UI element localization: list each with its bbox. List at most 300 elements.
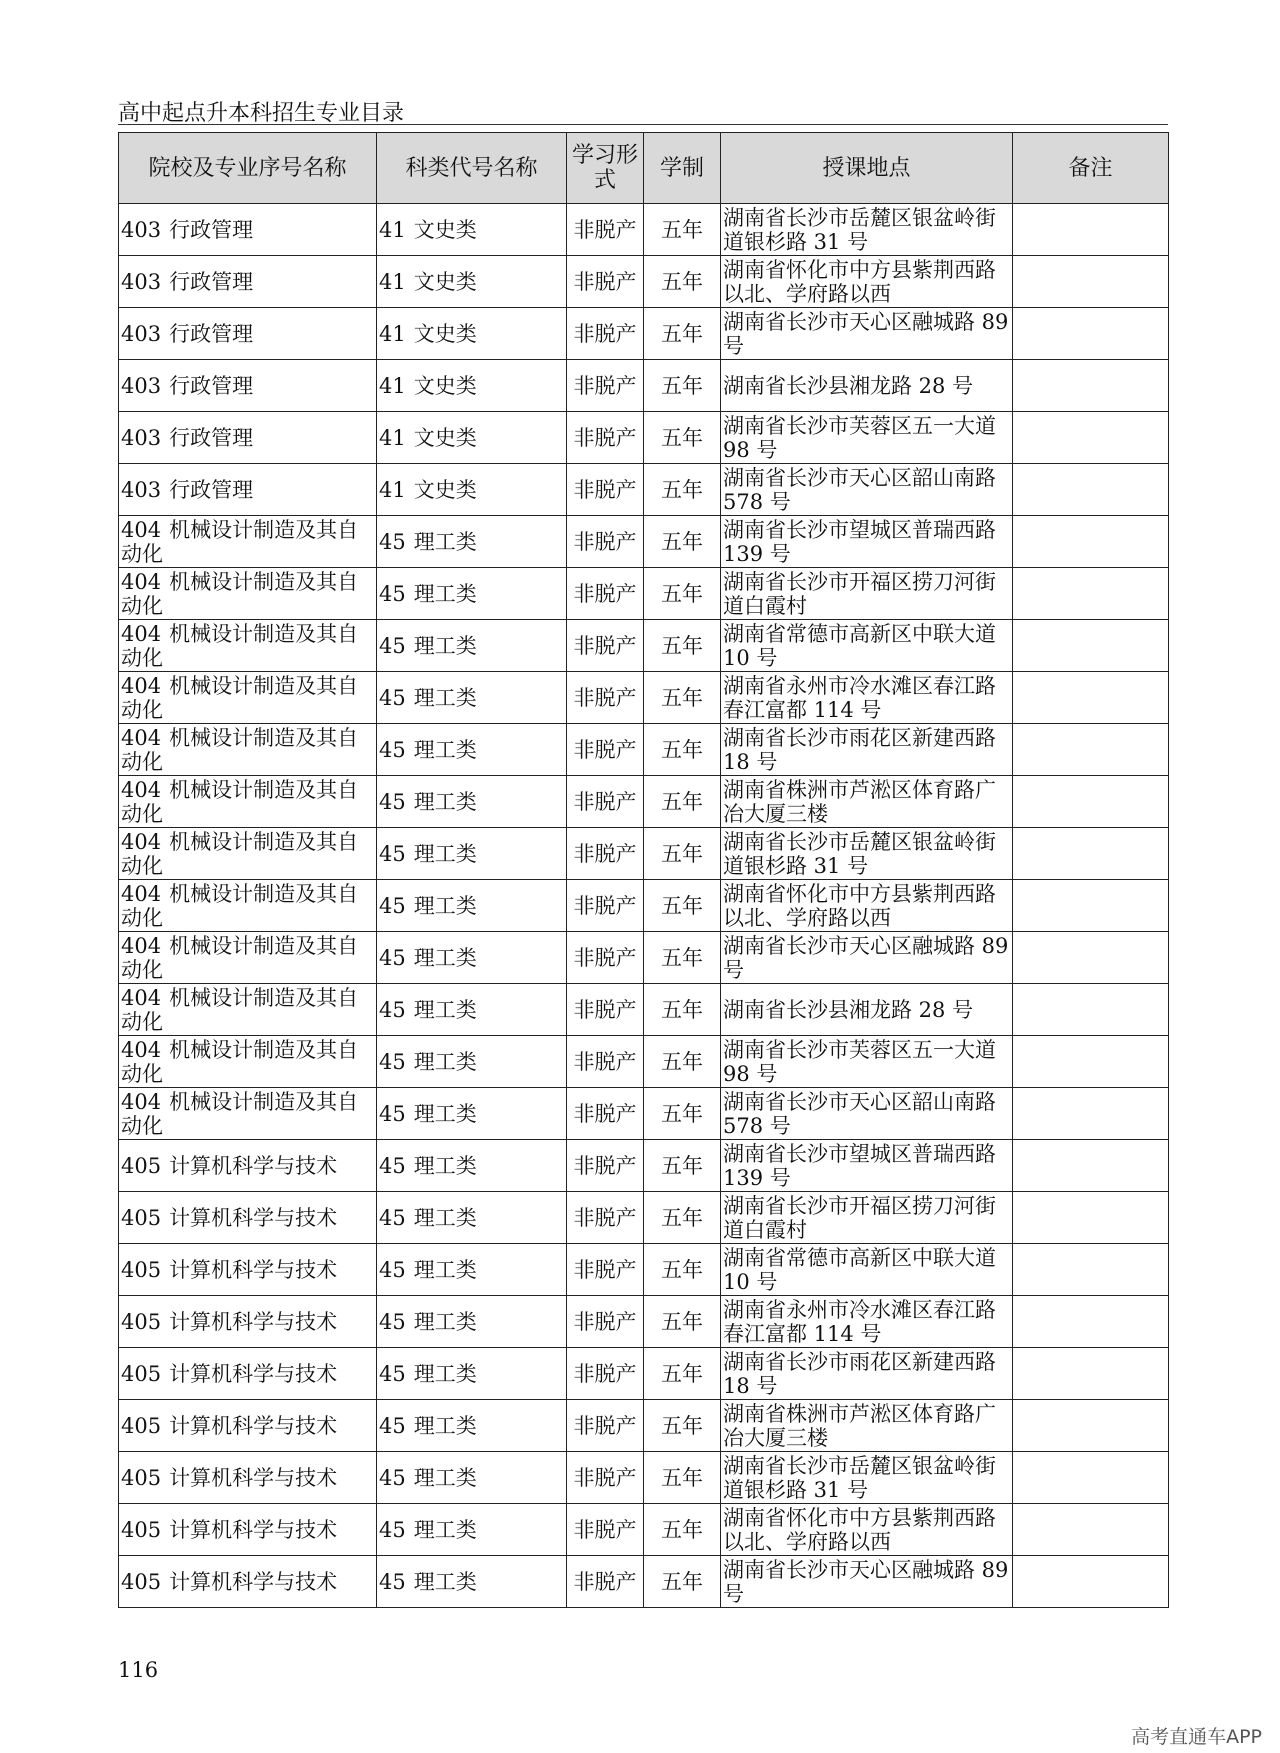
cell-note [1013,880,1169,932]
col-header-major: 院校及专业序号名称 [119,133,377,204]
major-code: 405 [121,1569,162,1594]
table-row [119,360,1169,412]
table-row [119,724,1169,776]
cell-major [119,828,377,880]
major-name: 计算机科学与技术 [169,1309,338,1334]
major-name: 行政管理 [169,373,254,398]
category-name: 理工类 [413,1465,477,1490]
cell-study-form: 非脱产 [567,984,644,1036]
category-name: 理工类 [413,1361,477,1386]
cell-location: 湖南省长沙市雨花区新建西路 18 号 [721,1348,1013,1400]
cell-duration: 五年 [644,828,721,880]
cell-location: 湖南省永州市冷水滩区春江路春江富都 114 号 [721,672,1013,724]
major-code: 405 [121,1361,162,1386]
table-header-row [119,133,1169,204]
cell-major [119,412,377,464]
cell-major [119,1192,377,1244]
cell-duration: 五年 [644,776,721,828]
major-code: 405 [121,1517,162,1542]
category-name: 理工类 [413,1413,477,1438]
cell-major [119,672,377,724]
cell-study-form: 非脱产 [567,1140,644,1192]
cell-note [1013,1400,1169,1452]
category-code: 41 [379,373,406,398]
category-code: 45 [379,789,406,814]
major-code: 404 [121,1037,162,1062]
category-name: 理工类 [413,1101,477,1126]
cell-category [377,1348,567,1400]
cell-category [377,256,567,308]
major-name: 机械设计制造及其自动化 [121,569,359,618]
table-row [119,776,1169,828]
cell-major [119,360,377,412]
cell-study-form: 非脱产 [567,880,644,932]
cell-location: 湖南省长沙市望城区普瑞西路 139 号 [721,516,1013,568]
major-code: 403 [121,321,162,346]
major-code: 404 [121,777,162,802]
cell-major [119,1504,377,1556]
cell-note [1013,516,1169,568]
major-code: 403 [121,373,162,398]
cell-category [377,1556,567,1608]
category-code: 45 [379,1049,406,1074]
category-code: 45 [379,685,406,710]
cell-location: 湖南省常德市高新区中联大道 10 号 [721,1244,1013,1296]
major-name: 机械设计制造及其自动化 [121,829,359,878]
cell-study-form: 非脱产 [567,308,644,360]
table-row [119,1296,1169,1348]
major-name: 计算机科学与技术 [169,1569,338,1594]
major-code: 404 [121,933,162,958]
cell-category [377,672,567,724]
major-code: 404 [121,569,162,594]
cell-study-form: 非脱产 [567,1556,644,1608]
category-code: 45 [379,1517,406,1542]
cell-note [1013,776,1169,828]
cell-note [1013,620,1169,672]
cell-location: 湖南省怀化市中方县紫荆西路以北、学府路以西 [721,256,1013,308]
cell-major [119,1400,377,1452]
category-name: 文史类 [413,477,477,502]
cell-study-form: 非脱产 [567,672,644,724]
cell-note [1013,1556,1169,1608]
cell-duration: 五年 [644,1556,721,1608]
cell-note [1013,412,1169,464]
cell-note [1013,672,1169,724]
table-row [119,828,1169,880]
category-code: 45 [379,1465,406,1490]
cell-category [377,1088,567,1140]
cell-duration: 五年 [644,1140,721,1192]
category-code: 41 [379,217,406,242]
cell-location: 湖南省长沙市天心区韶山南路 578 号 [721,464,1013,516]
category-name: 理工类 [413,1049,477,1074]
cell-duration: 五年 [644,256,721,308]
major-name: 机械设计制造及其自动化 [121,1037,359,1086]
cell-location: 湖南省长沙县湘龙路 28 号 [721,984,1013,1036]
cell-study-form: 非脱产 [567,516,644,568]
cell-category [377,308,567,360]
cell-category [377,360,567,412]
category-code: 45 [379,1361,406,1386]
major-code: 405 [121,1153,162,1178]
cell-major [119,464,377,516]
table-row [119,256,1169,308]
cell-study-form: 非脱产 [567,1244,644,1296]
cell-category [377,204,567,256]
cell-duration: 五年 [644,464,721,516]
cell-note [1013,984,1169,1036]
cell-duration: 五年 [644,932,721,984]
cell-study-form: 非脱产 [567,1452,644,1504]
cell-category [377,776,567,828]
cell-location: 湖南省长沙市天心区融城路 89 号 [721,932,1013,984]
table-body [119,204,1169,1608]
major-code: 404 [121,881,162,906]
cell-duration: 五年 [644,308,721,360]
cell-study-form: 非脱产 [567,776,644,828]
major-name: 机械设计制造及其自动化 [121,517,359,566]
cell-note [1013,360,1169,412]
cell-category [377,620,567,672]
cell-duration: 五年 [644,672,721,724]
cell-study-form: 非脱产 [567,1400,644,1452]
cell-major [119,932,377,984]
cell-major [119,308,377,360]
cell-category [377,516,567,568]
category-name: 理工类 [413,1257,477,1282]
cell-major [119,256,377,308]
cell-duration: 五年 [644,204,721,256]
cell-location: 湖南省株洲市芦淞区体育路广冶大厦三楼 [721,776,1013,828]
cell-note [1013,828,1169,880]
cell-category [377,828,567,880]
category-code: 41 [379,321,406,346]
category-code: 45 [379,529,406,554]
major-code: 403 [121,477,162,502]
category-code: 45 [379,945,406,970]
table-row [119,308,1169,360]
cell-note [1013,1452,1169,1504]
cell-duration: 五年 [644,1192,721,1244]
major-code: 404 [121,1089,162,1114]
col-header-location: 授课地点 [721,133,1013,204]
major-name: 机械设计制造及其自动化 [121,881,359,930]
category-name: 理工类 [413,737,477,762]
cell-major [119,1244,377,1296]
table-header [119,133,1169,204]
major-code: 403 [121,217,162,242]
cell-note [1013,464,1169,516]
category-name: 理工类 [413,997,477,1022]
cell-study-form: 非脱产 [567,412,644,464]
cell-note [1013,1244,1169,1296]
col-header-category: 科类代号名称 [377,133,567,204]
cell-duration: 五年 [644,568,721,620]
cell-duration: 五年 [644,880,721,932]
major-code: 405 [121,1205,162,1230]
cell-major [119,568,377,620]
major-code: 405 [121,1309,162,1334]
table-row [119,1140,1169,1192]
table-row [119,516,1169,568]
table-row [119,620,1169,672]
cell-location: 湖南省长沙市岳麓区银盆岭街道银杉路 31 号 [721,1452,1013,1504]
category-code: 45 [379,633,406,658]
major-code: 403 [121,269,162,294]
table-row [119,932,1169,984]
cell-major [119,776,377,828]
category-name: 文史类 [413,269,477,294]
cell-major [119,880,377,932]
cell-category [377,984,567,1036]
cell-duration: 五年 [644,360,721,412]
cell-location: 湖南省长沙市岳麓区银盆岭街道银杉路 31 号 [721,204,1013,256]
cell-note [1013,1140,1169,1192]
page-header-title: 高中起点升本科招生专业目录 [118,101,405,126]
major-name: 机械设计制造及其自动化 [121,621,359,670]
category-code: 45 [379,1569,406,1594]
category-name: 理工类 [413,529,477,554]
col-header-duration: 学制 [644,133,721,204]
category-name: 文史类 [413,321,477,346]
cell-duration: 五年 [644,1296,721,1348]
cell-duration: 五年 [644,1400,721,1452]
major-code: 404 [121,725,162,750]
cell-location: 湖南省长沙市芙蓉区五一大道 98 号 [721,1036,1013,1088]
category-code: 41 [379,269,406,294]
watermark: 高考直通车APP [1131,1726,1262,1748]
cell-location: 湖南省长沙市雨花区新建西路 18 号 [721,724,1013,776]
table-row [119,880,1169,932]
cell-location: 湖南省怀化市中方县紫荆西路以北、学府路以西 [721,880,1013,932]
cell-study-form: 非脱产 [567,1192,644,1244]
cell-note [1013,1036,1169,1088]
cell-category [377,1452,567,1504]
cell-duration: 五年 [644,1244,721,1296]
category-code: 45 [379,1413,406,1438]
cell-major [119,724,377,776]
cell-duration: 五年 [644,412,721,464]
cell-study-form: 非脱产 [567,1504,644,1556]
cell-duration: 五年 [644,1036,721,1088]
cell-category [377,880,567,932]
table-row [119,1036,1169,1088]
cell-study-form: 非脱产 [567,256,644,308]
category-name: 文史类 [413,373,477,398]
major-code: 404 [121,673,162,698]
cell-study-form: 非脱产 [567,932,644,984]
cell-location: 湖南省长沙市天心区韶山南路 578 号 [721,1088,1013,1140]
table-row [119,984,1169,1036]
major-name: 计算机科学与技术 [169,1205,338,1230]
category-code: 45 [379,893,406,918]
cell-major [119,1140,377,1192]
cell-major [119,204,377,256]
table-row [119,672,1169,724]
cell-study-form: 非脱产 [567,828,644,880]
category-code: 41 [379,425,406,450]
table-row [119,568,1169,620]
category-name: 文史类 [413,425,477,450]
cell-category [377,1296,567,1348]
cell-major [119,1452,377,1504]
cell-location: 湖南省长沙市开福区捞刀河街道白霞村 [721,1192,1013,1244]
cell-location: 湖南省长沙市岳麓区银盆岭街道银杉路 31 号 [721,828,1013,880]
cell-study-form: 非脱产 [567,620,644,672]
category-name: 理工类 [413,1517,477,1542]
category-name: 理工类 [413,1569,477,1594]
category-name: 理工类 [413,1153,477,1178]
cell-location: 湖南省常德市高新区中联大道 10 号 [721,620,1013,672]
cell-study-form: 非脱产 [567,1296,644,1348]
cell-study-form: 非脱产 [567,360,644,412]
major-name: 行政管理 [169,477,254,502]
category-code: 45 [379,1153,406,1178]
major-name: 计算机科学与技术 [169,1257,338,1282]
major-name: 机械设计制造及其自动化 [121,933,359,982]
table-row [119,1556,1169,1608]
major-code: 405 [121,1465,162,1490]
cell-study-form: 非脱产 [567,1088,644,1140]
category-name: 理工类 [413,633,477,658]
cell-note [1013,1348,1169,1400]
cell-location: 湖南省长沙市天心区融城路 89 号 [721,308,1013,360]
cell-note [1013,932,1169,984]
table-row [119,1244,1169,1296]
category-name: 理工类 [413,1309,477,1334]
category-name: 理工类 [413,945,477,970]
cell-duration: 五年 [644,1452,721,1504]
major-name: 机械设计制造及其自动化 [121,673,359,722]
major-name: 计算机科学与技术 [169,1517,338,1542]
cell-location: 湖南省长沙市芙蓉区五一大道 98 号 [721,412,1013,464]
col-header-note: 备注 [1013,133,1169,204]
major-name: 行政管理 [169,321,254,346]
cell-duration: 五年 [644,1088,721,1140]
major-name: 行政管理 [169,269,254,294]
major-name: 机械设计制造及其自动化 [121,1089,359,1138]
cell-study-form: 非脱产 [567,464,644,516]
cell-location: 湖南省怀化市中方县紫荆西路以北、学府路以西 [721,1504,1013,1556]
cell-category [377,1504,567,1556]
cell-category [377,1244,567,1296]
cell-category [377,1140,567,1192]
category-name: 理工类 [413,893,477,918]
cell-note [1013,568,1169,620]
category-code: 45 [379,1205,406,1230]
cell-note [1013,1504,1169,1556]
cell-note [1013,1296,1169,1348]
category-name: 理工类 [413,685,477,710]
program-catalog-table [118,132,1169,1608]
category-name: 理工类 [413,581,477,606]
category-name: 理工类 [413,1205,477,1230]
category-code: 45 [379,841,406,866]
cell-location: 湖南省长沙市望城区普瑞西路 139 号 [721,1140,1013,1192]
cell-note [1013,308,1169,360]
category-code: 45 [379,1309,406,1334]
major-name: 机械设计制造及其自动化 [121,777,359,826]
cell-duration: 五年 [644,1504,721,1556]
cell-location: 湖南省长沙市开福区捞刀河街道白霞村 [721,568,1013,620]
major-code: 404 [121,621,162,646]
cell-duration: 五年 [644,1348,721,1400]
cell-location: 湖南省永州市冷水滩区春江路春江富都 114 号 [721,1296,1013,1348]
cell-duration: 五年 [644,516,721,568]
table-row [119,412,1169,464]
major-name: 行政管理 [169,425,254,450]
category-code: 45 [379,997,406,1022]
table-row [119,1192,1169,1244]
major-name: 行政管理 [169,217,254,242]
table-row [119,1400,1169,1452]
category-code: 41 [379,477,406,502]
cell-study-form: 非脱产 [567,1036,644,1088]
cell-duration: 五年 [644,724,721,776]
major-code: 403 [121,425,162,450]
cell-major [119,1088,377,1140]
cell-major [119,1296,377,1348]
cell-major [119,620,377,672]
cell-category [377,464,567,516]
major-code: 405 [121,1413,162,1438]
major-name: 计算机科学与技术 [169,1465,338,1490]
cell-study-form: 非脱产 [567,204,644,256]
cell-category [377,1400,567,1452]
cell-study-form: 非脱产 [567,724,644,776]
table-row [119,1348,1169,1400]
page-number: 116 [118,1658,159,1682]
cell-duration: 五年 [644,984,721,1036]
cell-note [1013,204,1169,256]
table-row [119,1504,1169,1556]
major-code: 404 [121,517,162,542]
cell-category [377,412,567,464]
cell-major [119,516,377,568]
cell-note [1013,1192,1169,1244]
category-name: 文史类 [413,217,477,242]
cell-location: 湖南省长沙市天心区融城路 89 号 [721,1556,1013,1608]
major-name: 计算机科学与技术 [169,1413,338,1438]
category-code: 45 [379,1257,406,1282]
category-name: 理工类 [413,841,477,866]
cell-category [377,1036,567,1088]
cell-location: 湖南省长沙县湘龙路 28 号 [721,360,1013,412]
cell-major [119,1036,377,1088]
category-code: 45 [379,581,406,606]
category-code: 45 [379,1101,406,1126]
cell-duration: 五年 [644,620,721,672]
major-name: 计算机科学与技术 [169,1361,338,1386]
cell-category [377,932,567,984]
cell-major [119,1348,377,1400]
cell-category [377,568,567,620]
col-header-study-form: 学习形式 [567,133,644,204]
category-name: 理工类 [413,789,477,814]
cell-major [119,1556,377,1608]
table-row [119,1088,1169,1140]
cell-note [1013,1088,1169,1140]
cell-location: 湖南省株洲市芦淞区体育路广冶大厦三楼 [721,1400,1013,1452]
major-code: 405 [121,1257,162,1282]
cell-study-form: 非脱产 [567,1348,644,1400]
category-code: 45 [379,737,406,762]
major-name: 计算机科学与技术 [169,1153,338,1178]
cell-note [1013,256,1169,308]
major-name: 机械设计制造及其自动化 [121,985,359,1034]
table-row [119,1452,1169,1504]
